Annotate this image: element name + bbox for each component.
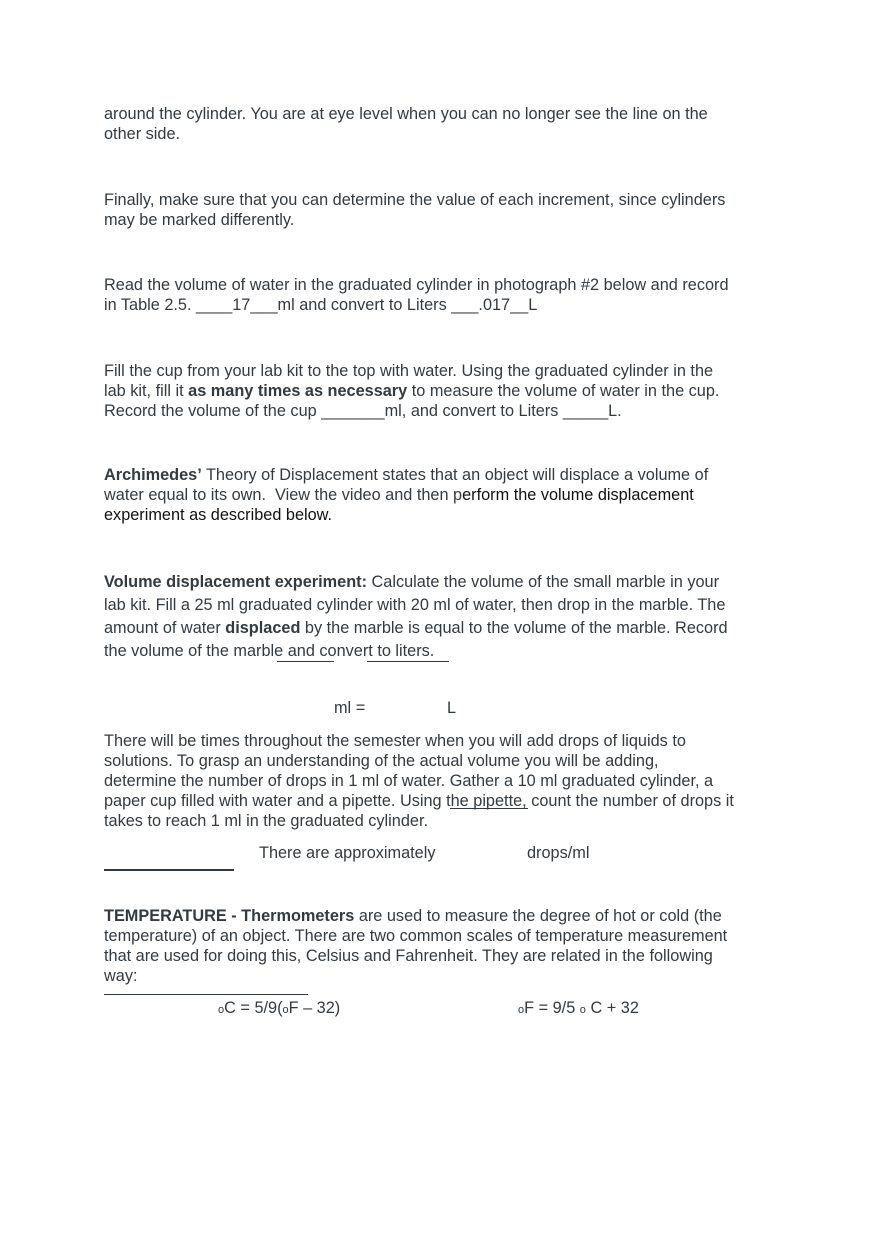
bold-text: as many times as necessary bbox=[188, 382, 408, 400]
formula-part: F – 32) bbox=[288, 999, 341, 1017]
text-line: Fill the cup from your lab kit to the top with water. Using the graduated cylinder in the bbox=[104, 362, 714, 380]
answer-blank-line bbox=[104, 869, 234, 871]
text-line: Finally, make sure that you can determine the value of each increment, since cylinders bbox=[104, 191, 726, 209]
formula-part: C = 5/9( bbox=[224, 999, 283, 1017]
text-line: takes to reach 1 ml in the graduated cylinder. bbox=[104, 812, 429, 830]
text-span: by the marble is equal to the volume of the marble. Record bbox=[300, 619, 728, 637]
paragraph-eye-level bbox=[104, 104, 784, 144]
text-span: Theory of Displacement states that an object will displace a volume of bbox=[201, 466, 709, 484]
ml-label: ml = bbox=[334, 699, 366, 717]
text-line: in Table 2.5. ____17___ml and convert to Liters ___.017__L bbox=[104, 296, 538, 314]
paragraph-read-volume bbox=[104, 275, 784, 315]
paragraph-drops bbox=[104, 731, 784, 831]
liters-label: L bbox=[447, 699, 457, 717]
text-span: erform the volume displacement bbox=[462, 486, 694, 504]
formula-part: C + 32 bbox=[585, 999, 639, 1017]
text-line: that are used for doing this, Celsius and Fahrenheit. They are related in the following bbox=[104, 947, 713, 965]
text-line bbox=[104, 617, 784, 640]
degree-symbol: o bbox=[579, 1004, 586, 1016]
answer-blank-line bbox=[367, 661, 449, 662]
text-line: Read the volume of water in the graduated cylinder in photograph #2 below and record bbox=[104, 276, 729, 294]
paragraph-archimedes bbox=[104, 465, 784, 525]
text-span: lab kit, fill it bbox=[104, 382, 189, 400]
text-line: solutions. To grasp an understanding of the actual volume you will be adding, bbox=[104, 752, 659, 770]
drops-label: There are approximately bbox=[259, 844, 436, 862]
paragraph-increment bbox=[104, 190, 784, 230]
degree-symbol: o bbox=[282, 1004, 289, 1016]
paragraph-temperature bbox=[104, 906, 784, 986]
bold-text: displaced bbox=[225, 619, 301, 637]
text-line bbox=[104, 381, 784, 401]
paragraph-displacement-experiment bbox=[104, 571, 784, 663]
text-line: other side. bbox=[104, 125, 181, 143]
text-line: around the cylinder. You are at eye level when you can no longer see the line on the bbox=[104, 105, 708, 123]
text-line: Record the volume of the cup _______ml, and convert to Liters _____L. bbox=[104, 402, 622, 420]
formula-celsius bbox=[218, 998, 340, 1020]
degree-symbol: o bbox=[518, 1004, 525, 1016]
formula-fahrenheit bbox=[518, 998, 639, 1020]
text-line: way: bbox=[104, 967, 138, 985]
text-line: the volume of the marble and convert to liters. bbox=[104, 642, 435, 660]
text-span: water equal to its own. View the video and then p bbox=[104, 486, 463, 504]
divider-line bbox=[104, 994, 308, 995]
answer-blank-line bbox=[277, 661, 334, 662]
text-line bbox=[104, 465, 784, 485]
text-span: to measure the volume of water in the cup. bbox=[407, 382, 720, 400]
text-span: Calculate the volume of the small marble in your bbox=[367, 573, 720, 591]
text-line: temperature) of an object. There are two common scales of temperature measurement bbox=[104, 927, 728, 945]
bold-text: Archimedes’ bbox=[104, 466, 202, 484]
text-line bbox=[104, 571, 784, 594]
bold-text: TEMPERATURE - Thermometers bbox=[104, 907, 355, 925]
text-line bbox=[104, 906, 784, 926]
bold-text: Volume displacement experiment: bbox=[104, 573, 367, 591]
text-line: lab kit. Fill a 25 ml graduated cylinder with 20 ml of water, then drop in the marble. The bbox=[104, 596, 726, 614]
text-line bbox=[104, 485, 784, 505]
formula-part: F = 9/5 bbox=[524, 999, 580, 1017]
text-line: may be marked differently. bbox=[104, 211, 295, 229]
text-line: paper cup filled with water and a pipette. Using the pipette, count the number of drops it bbox=[104, 792, 734, 810]
degree-symbol: o bbox=[218, 1004, 225, 1016]
paragraph-cup-volume bbox=[104, 361, 784, 421]
drops-unit: drops/ml bbox=[527, 844, 590, 862]
text-span: are used to measure the degree of hot or cold (the bbox=[354, 907, 722, 925]
text-line: determine the number of drops in 1 ml of water. Gather a 10 ml graduated cylinder, a bbox=[104, 772, 714, 790]
text-span: amount of water bbox=[104, 619, 226, 637]
answer-blank-line bbox=[450, 808, 528, 809]
text-line: There will be times throughout the semester when you will add drops of liquids to bbox=[104, 732, 686, 750]
text-line: experiment as described below. bbox=[104, 506, 333, 524]
